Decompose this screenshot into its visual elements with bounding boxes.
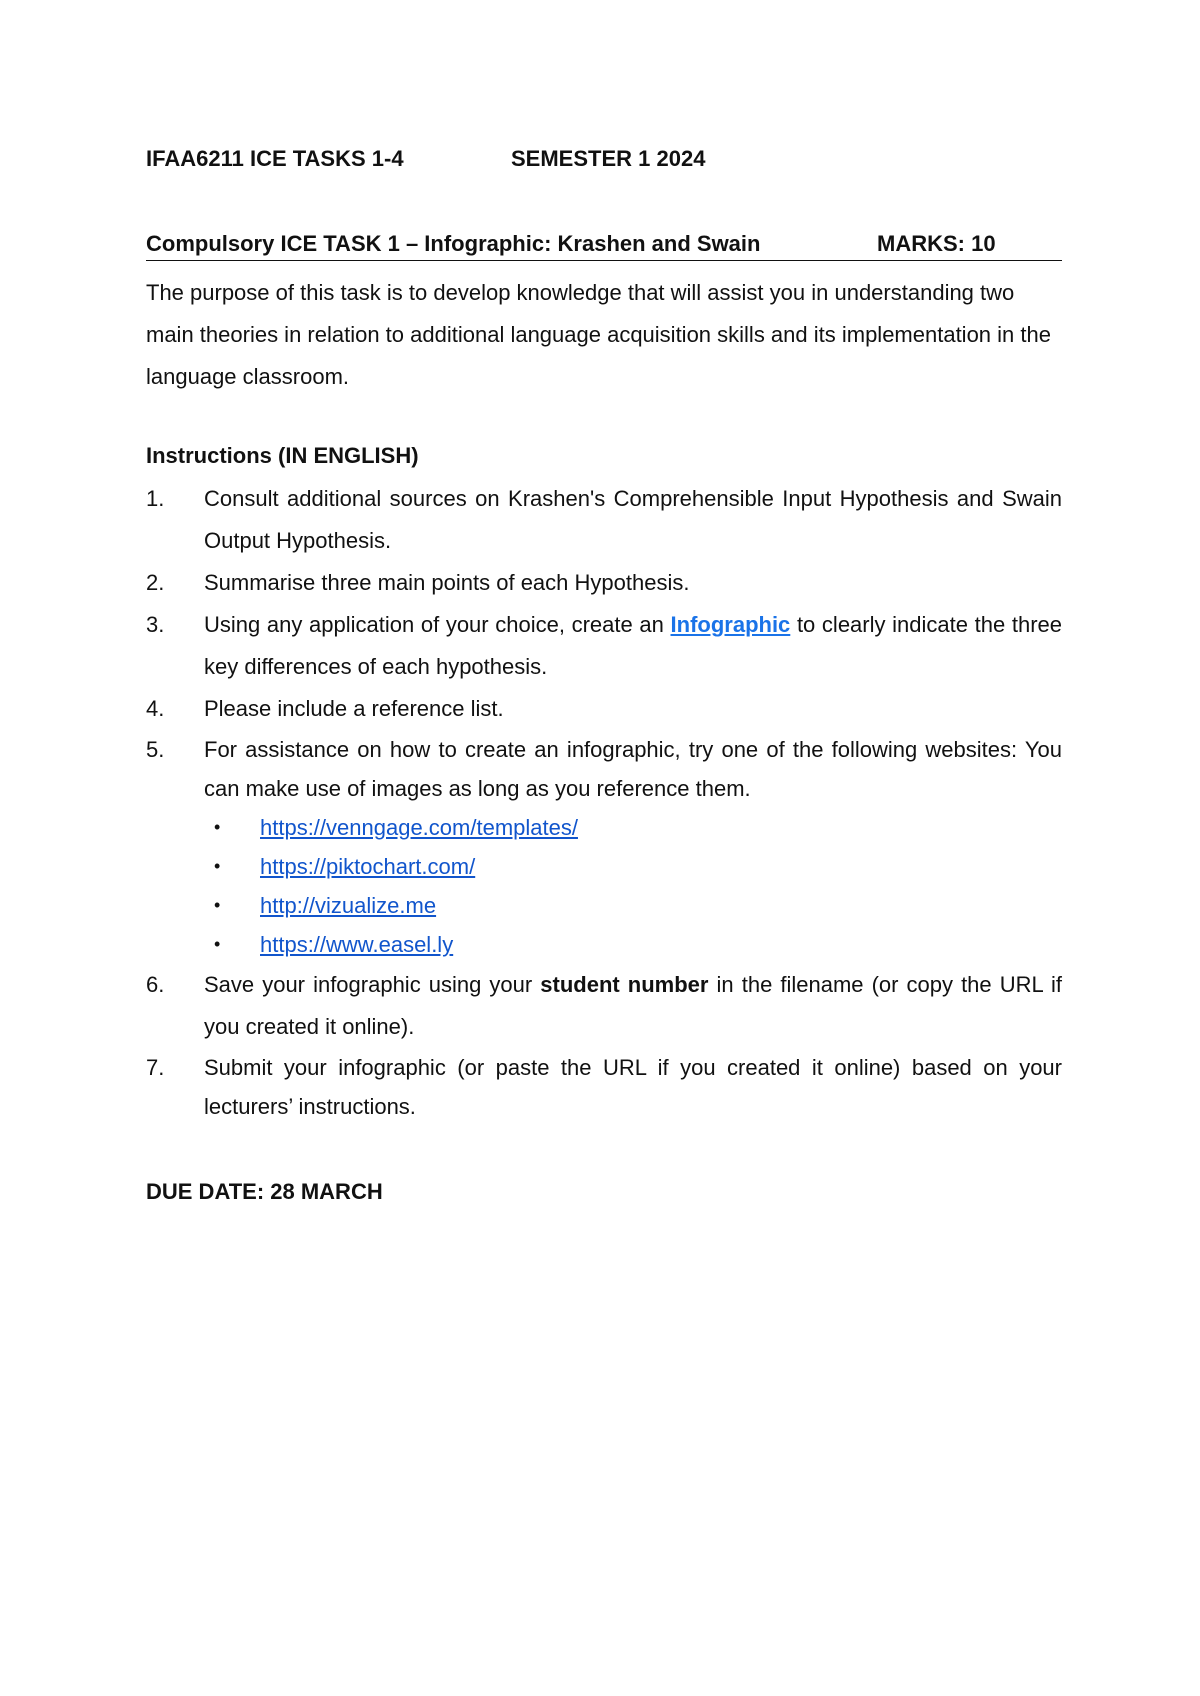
instruction-list xyxy=(146,478,1062,1126)
instruction-item xyxy=(146,478,1062,562)
task-title-row xyxy=(146,228,1062,261)
infographic-link[interactable]: Infographic xyxy=(670,612,791,637)
bullet: • xyxy=(214,895,221,915)
instruction-item xyxy=(146,688,1062,730)
piktochart-link[interactable]: https://piktochart.com/ xyxy=(260,854,476,879)
instruction-item xyxy=(146,562,1062,604)
website-item xyxy=(204,847,1062,886)
bullet: • xyxy=(214,934,221,954)
item-text: Please include a reference list. xyxy=(204,696,504,721)
due-date: DUE DATE: 28 MARCH xyxy=(146,1179,383,1204)
bullet: • xyxy=(214,856,221,876)
course-code: IFAA6211 ICE TASKS 1-4 xyxy=(146,146,404,171)
item-number: 7. xyxy=(146,1055,165,1080)
website-item xyxy=(204,808,1062,847)
instruction-item xyxy=(146,1048,1062,1126)
item-text: Summarise three main points of each Hypothesis. xyxy=(204,570,690,595)
item-number: 6. xyxy=(146,972,165,997)
instruction-item xyxy=(146,964,1062,1048)
item-number: 1. xyxy=(146,486,165,511)
bullet: • xyxy=(214,817,221,837)
student-number-emphasis: student number xyxy=(540,972,709,997)
website-list xyxy=(204,808,1062,964)
item-text-start: Using any application of your choice, create an xyxy=(204,612,671,637)
easelly-link[interactable]: https://www.easel.ly xyxy=(260,932,454,957)
instruction-item xyxy=(146,604,1062,688)
item-number: 3. xyxy=(146,612,165,637)
item-text-start: Save your infographic using your xyxy=(204,972,541,997)
task-title: Compulsory ICE TASK 1 – Infographic: Krashen and Swain xyxy=(146,231,761,256)
item-number: 2. xyxy=(146,570,165,595)
item-number: 5. xyxy=(146,737,165,762)
purpose-paragraph: The purpose of this task is to develop knowledge that will assist you in understanding two main theories in relation to additional language acquisition skills and its implementation in the language classroom. xyxy=(146,280,1051,389)
vizualize-link[interactable]: http://vizualize.me xyxy=(260,893,437,918)
item-text-end: in the filename (or copy the URL if you created it online). xyxy=(204,972,1062,1039)
instructions-heading: Instructions (IN ENGLISH) xyxy=(146,443,419,468)
item-text: For assistance on how to create an infographic, try one of the following websites: You can make use of images as long as you reference them. xyxy=(204,737,1062,801)
website-item xyxy=(204,886,1062,925)
item-text: Consult additional sources on Krashen's Comprehensible Input Hypothesis and Swain Output Hypothesis. xyxy=(204,486,1062,553)
website-item xyxy=(204,925,1062,964)
instruction-item xyxy=(146,730,1062,964)
item-number: 4. xyxy=(146,696,165,721)
item-text: Submit your infographic (or paste the URL if you created it online) based on your lecturers’ instructions. xyxy=(204,1055,1062,1119)
venngage-link[interactable]: https://venngage.com/templates/ xyxy=(260,815,578,840)
document-header xyxy=(146,143,1062,175)
semester-label: SEMESTER 1 2024 xyxy=(511,146,706,171)
task-marks: MARKS: 10 xyxy=(877,231,996,256)
item-text-end: to clearly indicate the three key differences of each hypothesis. xyxy=(204,612,1062,679)
